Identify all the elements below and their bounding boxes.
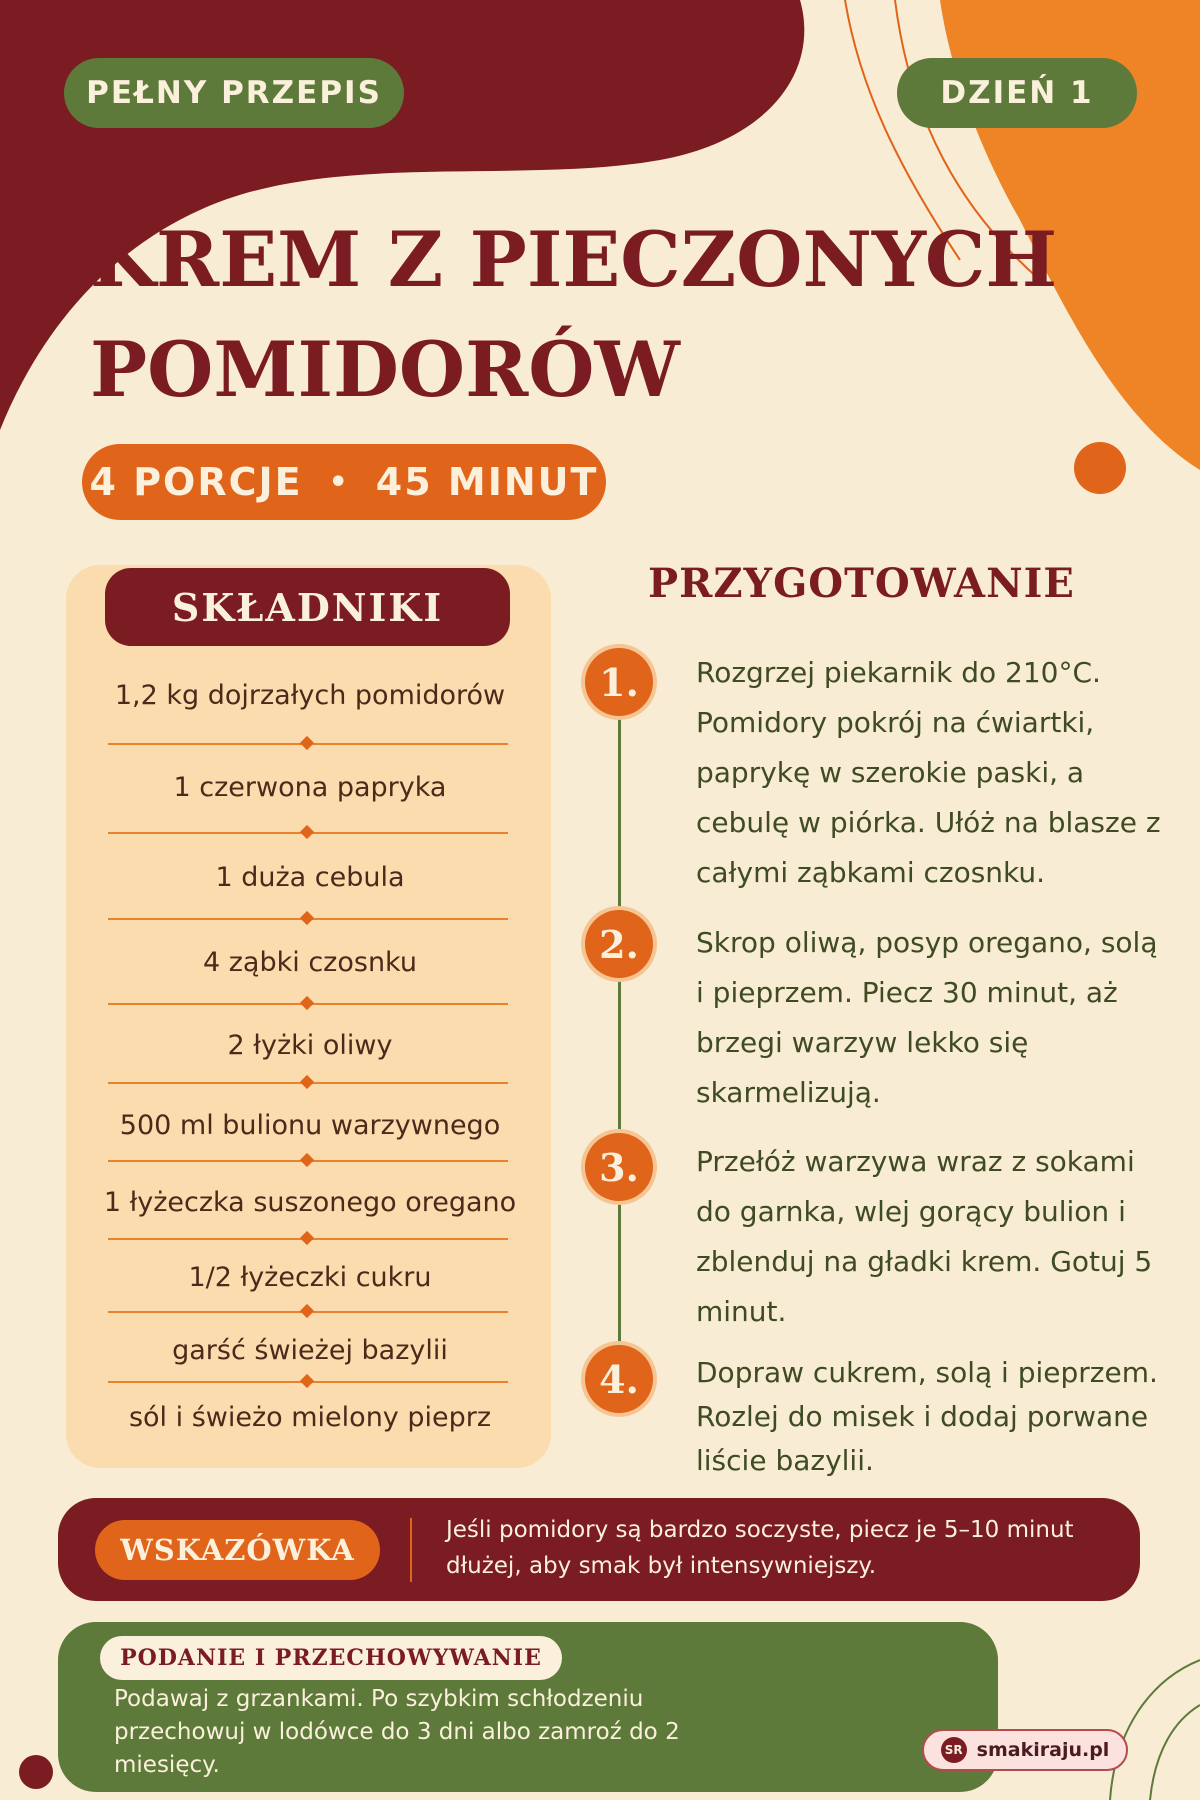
step-text: Rozgrzej piekarnik do 210°C. Pomidory pokrój na ćwiartki, paprykę w szerokie paski, a cebulę w piórka. Ułóż na blasze z całymi ząbkami czosnku. [696,656,1161,889]
ingredient-divider [108,1082,508,1084]
day-badge: DZIEŃ 1 [897,58,1137,128]
steps-timeline [618,700,621,1360]
step-number: 1. [585,648,653,716]
step-text: Dopraw cukrem, solą i pieprzem. Rozlej do misek i dodaj porwane liście bazylii. [696,1356,1158,1477]
brand-logo-icon: SR [941,1737,967,1763]
ingredient-divider [108,743,508,745]
preparation-header: PRZYGOTOWANIE [648,560,1075,607]
step-number: 2. [585,910,653,978]
ingredient-item: 1/2 łyżeczki cukru [188,1261,432,1293]
serving-storage-text: Podawaj z grzankami. Po szybkim schłodzeniu przechowuj w lodówce do 3 dni albo zamroź do 2 miesięcy. [114,1686,680,1778]
ingredient-item: 1 łyżeczka suszonego oregano [103,1186,517,1218]
brand-link[interactable] [922,1729,1128,1771]
recipe-meta [82,444,606,520]
time-label: 45 MINUT [375,460,599,504]
ingredient-divider [108,1238,508,1240]
ingredient-item: 4 ząbki czosnku [203,946,417,978]
title-line-2: POMIDORÓW [90,325,680,414]
ingredient-divider [108,1160,508,1162]
page-title [90,205,1150,425]
meta-separator: • [328,464,350,500]
ingredients-header: SKŁADNIKI [105,568,510,646]
title-line-1: KREM Z PIECZONYCH [90,215,1058,304]
ingredient-divider [108,1003,508,1005]
tip-label: WSKAZÓWKA [95,1520,380,1580]
ingredient-item: 1 duża cebula [215,861,405,893]
tip-divider [410,1518,412,1582]
ingredient-divider [108,832,508,834]
step-text: Skrop oliwą, posyp oregano, solą i pieprzem. Piecz 30 minut, aż brzegi warzyw lekko się skarmelizują. [696,926,1158,1109]
ingredient-divider [108,1381,508,1383]
ingredient-divider [108,918,508,920]
ingredient-item: 1 czerwona papryka [173,771,447,803]
full-recipe-badge: PEŁNY PRZEPIS [64,58,404,128]
tip-text: Jeśli pomidory są bardzo soczyste, piecz je 5–10 minut dłużej, aby smak był intensywniejszy. [446,1517,1074,1579]
serving-storage-label: PODANIE I PRZECHOWYWANIE [100,1636,562,1680]
step-text: Przełóż warzywa wraz z sokami do garnka, wlej gorący bulion i zblenduj na gładki krem. Gotuj 5 minut. [696,1145,1153,1328]
ingredient-item: sól i świeżo mielony pieprz [128,1401,492,1433]
ingredient-item: 500 ml bulionu warzywnego [119,1109,501,1141]
step-number: 3. [585,1133,653,1201]
servings-label: 4 PORCJE [89,460,303,504]
ingredient-divider [108,1311,508,1313]
ingredient-item: 2 łyżki oliwy [227,1029,393,1061]
ingredient-item: garść świeżej bazylii [172,1334,448,1366]
step-number: 4. [585,1345,653,1413]
ingredient-item: 1,2 kg dojrzałych pomidorów [114,679,506,711]
brand-name: smakiraju.pl [976,1739,1110,1761]
